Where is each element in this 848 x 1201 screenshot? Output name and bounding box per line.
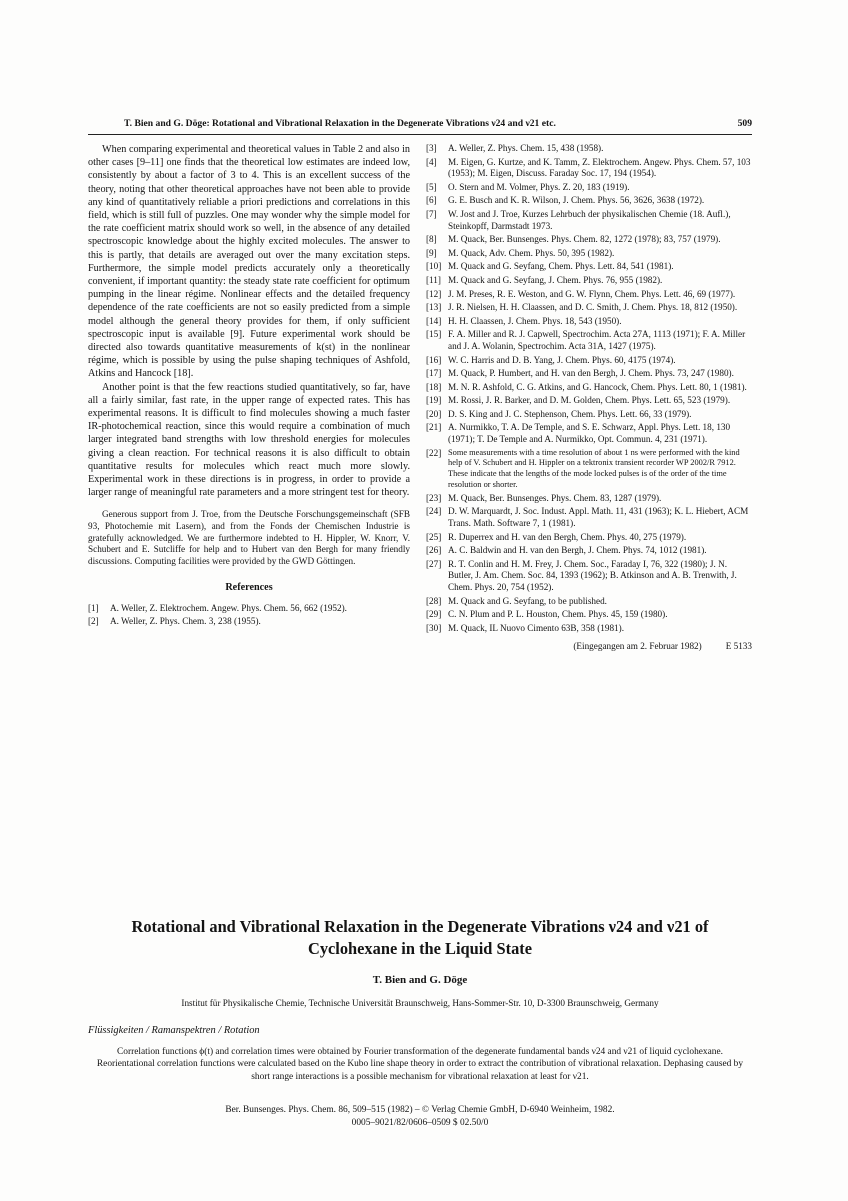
reference-list: [88, 603, 410, 628]
reference-text: M. Quack, Ber. Bunsenges. Phys. Chem. 82, 1272 (1978); 83, 757 (1979).: [448, 234, 721, 245]
reference-item: [426, 368, 752, 380]
reference-text: A. Weller, Z. Phys. Chem. 15, 438 (1958).: [448, 143, 604, 153]
reference-number: [6]: [426, 195, 437, 206]
reference-number: [8]: [426, 234, 437, 245]
reference-item: [426, 623, 752, 635]
reference-text: M. Quack, Adv. Chem. Phys. 50, 395 (1982).: [448, 247, 615, 258]
page-footer: [88, 1104, 752, 1129]
reference-item: [426, 209, 752, 232]
running-head-title: T. Bien and G. Döge: Rotational and Vibrational Relaxation in the Degenerate Vibrations ν24 and ν21 etc.: [124, 118, 556, 129]
received-date: (Eingegangen am 2. Februar 1982): [573, 641, 702, 652]
reference-number: [14]: [426, 315, 442, 326]
right-column: [426, 143, 752, 654]
reference-number: [16]: [426, 354, 442, 365]
footer-code: 0005–9021/82/0606–0509 $ 02.50/0: [351, 1117, 489, 1128]
reference-number: [30]: [426, 622, 442, 633]
reference-item: [426, 248, 752, 260]
footer-citation: Ber. Bunsenges. Phys. Chem. 86, 509–515 (1982) – © Verlag Chemie GmbH, D-6940 Weinheim, 1982.: [225, 1105, 615, 1115]
acknowledgement: Generous support from J. Troe, from the Deutsche Forschungsgemeinschaft (SFB 93, Photochemie mit Lasern), and from the Fonds der Chemischen Industrie is gratefully acknowledged. We are furthermore indebted to H. Hippler, W. Knorr, V. Schubert and E. Sutcliffe for help and to Hubert van den Bergh for many friendly discussions. Computing facilities were provided by the GWD Göttingen.: [88, 509, 410, 566]
reference-number: [24]: [426, 506, 442, 517]
reference-text: M. Quack and G. Seyfang, Chem. Phys. Lett. 84, 541 (1981).: [448, 261, 674, 272]
reference-number: [2]: [88, 616, 99, 627]
reference-item: [426, 382, 752, 394]
reference-item: [426, 545, 752, 557]
reference-text: Some measurements with a time resolution of about 1 ns were performed with the kind help of V. Schubert and H. Hippler on a tektronix transient recorder WP 2002/R 7912. These indicate that the lengths of the mode locked pulses is of the order of the time resolution or shorter.: [448, 447, 740, 490]
reference-item: [426, 409, 752, 421]
reference-number: [11]: [426, 274, 441, 285]
reference-text: M. Quack, Ber. Bunsenges. Phys. Chem. 83, 1287 (1979).: [448, 492, 662, 503]
reference-text: M. Quack and G. Seyfang, to be published.: [448, 595, 607, 606]
reference-number: [22]: [426, 447, 442, 458]
reference-item: [426, 559, 752, 594]
reference-item: [426, 195, 752, 207]
references-heading: References: [225, 582, 273, 594]
reference-number: [3]: [426, 143, 437, 153]
reference-number: [13]: [426, 302, 442, 313]
reference-item: [426, 422, 752, 445]
article-keywords: Flüssigkeiten / Ramanspektren / Rotation: [88, 1025, 260, 1036]
reference-item: [426, 448, 752, 491]
reference-number: [28]: [426, 595, 442, 606]
reference-list: [426, 143, 752, 634]
reference-number: [29]: [426, 609, 442, 620]
reference-text: O. Stern and M. Volmer, Phys. Z. 20, 183 (1919).: [448, 181, 630, 192]
reference-number: [12]: [426, 288, 442, 299]
article-affiliation: Institut für Physikalische Chemie, Technische Universität Braunschweig, Hans-Sommer-Str. 10, D-3300 Braunschweig, Germany: [181, 998, 659, 1008]
reference-text: M. Quack, P. Humbert, and H. van den Bergh, J. Chem. Phys. 73, 247 (1980).: [448, 368, 734, 379]
reference-text: A. C. Baldwin and H. van den Bergh, J. Chem. Phys. 74, 1012 (1981).: [448, 545, 707, 556]
manuscript-code: E 5133: [725, 641, 752, 652]
reference-number: [4]: [426, 156, 437, 167]
reference-item: [426, 395, 752, 407]
reference-text: J. M. Preses, R. E. Weston, and G. W. Flynn, Chem. Phys. Lett. 46, 69 (1977).: [448, 288, 736, 299]
reference-number: [15]: [426, 329, 442, 340]
reference-number: [21]: [426, 422, 442, 433]
reference-text: A. Nurmikko, T. A. De Temple, and S. E. Schwarz, Appl. Phys. Lett. 18, 130 (1971); T. De Temple and A. Nurmikko, Opt. Commun. 4, 231 (1971).: [448, 422, 731, 445]
reference-text: W. Jost and J. Troe, Kurzes Lehrbuch der physikalischen Chemie (18. Aufl.), Steinkopff, Darmstadt 1973.: [448, 208, 731, 231]
reference-number: [20]: [426, 408, 442, 419]
reference-number: [9]: [426, 247, 437, 258]
reference-text: G. E. Busch and K. R. Wilson, J. Chem. Phys. 56, 3626, 3638 (1972).: [448, 195, 705, 206]
reference-item: [426, 182, 752, 194]
running-head: [88, 118, 752, 132]
reference-item: [426, 289, 752, 301]
reference-text: R. T. Conlin and H. M. Frey, J. Chem. Soc., Faraday I, 76, 322 (1980); J. N. Butler, J. Am. Chem. Soc. 84, 1393 (1962); B. Atkinson and A. B. Trenwith, J. Chem. Phys. 20, 754 (1952).: [448, 558, 737, 592]
reference-item: [426, 355, 752, 367]
reference-item: [426, 493, 752, 505]
reference-text: M. Eigen, G. Kurtze, and K. Tamm, Z. Elektrochem. Angew. Phys. Chem. 57, 103 (1953); M. Eigen, Discuss. Faraday Soc. 17, 194 (1954).: [448, 156, 751, 179]
reference-text: W. C. Harris and D. B. Yang, J. Chem. Phys. 60, 4175 (1974).: [448, 354, 676, 365]
reference-number: [23]: [426, 492, 442, 503]
reference-number: [25]: [426, 531, 442, 542]
reference-item: [426, 143, 752, 155]
page-number: 509: [737, 118, 752, 129]
reference-number: [7]: [426, 208, 437, 219]
reference-item: [88, 616, 410, 628]
reference-text: M. N. R. Ashfold, C. G. Atkins, and G. Hancock, Chem. Phys. Lett. 80, 1 (1981).: [448, 381, 747, 392]
reference-text: M. Quack, IL Nuovo Cimento 63B, 358 (1981).: [448, 622, 624, 633]
reference-text: D. S. King and J. C. Stephenson, Chem. Phys. Lett. 66, 33 (1979).: [448, 408, 692, 419]
reference-text: M. Rossi, J. R. Barker, and D. M. Golden, Chem. Phys. Lett. 65, 523 (1979).: [448, 395, 731, 406]
header-rule: [88, 134, 752, 135]
reference-text: C. N. Plum and P. L. Houston, Chem. Phys. 45, 159 (1980).: [448, 609, 668, 620]
reference-item: [426, 261, 752, 273]
reference-number: [26]: [426, 545, 442, 556]
receipt-line: [426, 640, 752, 653]
body-paragraph: When comparing experimental and theoretical values in Table 2 and also in other cases [9–11] one finds that the theoretical low estimates are indeed low, consistently by about a factor of 3 to 4. This is an excellent success of the theory, noting that other theoretical approaches have not been able to provide any kind of quantitatively reliable a priori predictions and correlations in this field, which is still full of puzzles. One may wonder why the simple model for the rate coefficient matrix should work so well, in the absence of any detailed spectroscopic knowledge about the highly excited molecules. The answer to this is partly, that details are averaged out over the many excitation steps. Furthermore, the simple model predicts accurately only a theoretically convenient, if important quantity: the steady state rate coefficient for optimum pumping in the linear régime. Nonlinear effects and the detailed frequency dependence of the rate coefficients are not so easily predicted from a simple model although the general theory provides for them, if only sufficient spectroscopic input is available [9]. Future experimental work should be directed also towards quantitative measurements of k(st) in the nonlinear régime, which is possible by using the pulse shaping techniques of Ashfold, Atkins and Hancock [18].: [88, 144, 410, 380]
reference-item: [426, 506, 752, 529]
reference-number: [17]: [426, 368, 442, 379]
reference-item: [426, 157, 752, 180]
reference-number: [27]: [426, 558, 442, 569]
reference-number: [10]: [426, 261, 442, 272]
article-authors: T. Bien and G. Döge: [372, 974, 468, 986]
article-title-line: Cyclohexane in the Liquid State: [307, 939, 533, 958]
reference-text: A. Weller, Z. Phys. Chem. 3, 238 (1955).: [110, 616, 261, 627]
article-title-line: Rotational and Vibrational Relaxation in the Degenerate Vibrations ν24 and ν21 of: [131, 917, 709, 936]
body-paragraph: Another point is that the few reactions studied quantitatively, so far, have all a fairly similar, fast rate, in the upper range of expected rates. This has experimental reasons. It is difficult to find molecules showing a much faster IR-photochemical reaction, since this would require a combination of much larger integrated band strengths with low threshold energies for molecules giving a clean reaction. For technical reasons it is also difficult to obtain quantitative results for molecules which react much more slowly. Experimental work in these directions is in progress, in order to provide a larger range of meaningful rate parameters and a more stringent test for theory.: [88, 381, 410, 499]
reference-text: M. Quack and G. Seyfang, J. Chem. Phys. 76, 955 (1982).: [448, 274, 663, 285]
reference-text: R. Duperrex and H. van den Bergh, Chem. Phys. 40, 275 (1979).: [448, 531, 687, 542]
reference-number: [5]: [426, 181, 437, 192]
left-column: [88, 143, 410, 630]
reference-item: [426, 234, 752, 246]
article-abstract: Correlation functions ϕ(t) and correlation times were obtained by Fourier transformation of the degenerate fundamental bands ν24 and ν21 of liquid cyclohexane. Reorientational correlation functions were calculated based on the Kubo line shape theory in order to extract the contribution of vibrational relaxation. Dephasing caused by short range interactions is a possible mechanism for vibrational relaxation at least for ν21.: [96, 1047, 744, 1082]
reference-item: [426, 329, 752, 352]
reference-item: [426, 275, 752, 287]
article-title: [88, 916, 752, 960]
reference-item: [426, 302, 752, 314]
reference-number: [19]: [426, 395, 442, 406]
reference-item: [88, 603, 410, 615]
reference-text: D. W. Marquardt, J. Soc. Indust. Appl. Math. 11, 431 (1963); K. L. Hiebert, ACM Trans. Math. Software 7, 1 (1981).: [448, 506, 749, 529]
reference-number: [18]: [426, 381, 442, 392]
reference-text: J. R. Nielsen, H. H. Claassen, and D. C. Smith, J. Chem. Phys. 18, 812 (1950).: [448, 302, 738, 313]
reference-text: H. H. Claassen, J. Chem. Phys. 18, 543 (1950).: [448, 315, 622, 326]
reference-text: F. A. Miller and R. J. Capwell, Spectrochim. Acta 27A, 1113 (1971); F. A. Miller and J. A. Wolanin, Spectrochim. Acta 31A, 1427 (1975).: [448, 329, 746, 351]
reference-item: [426, 609, 752, 621]
reference-number: [1]: [88, 602, 99, 613]
reference-text: A. Weller, Z. Elektrochem. Angew. Phys. Chem. 56, 662 (1952).: [110, 602, 347, 613]
reference-item: [426, 532, 752, 544]
reference-item: [426, 596, 752, 608]
reference-item: [426, 316, 752, 328]
